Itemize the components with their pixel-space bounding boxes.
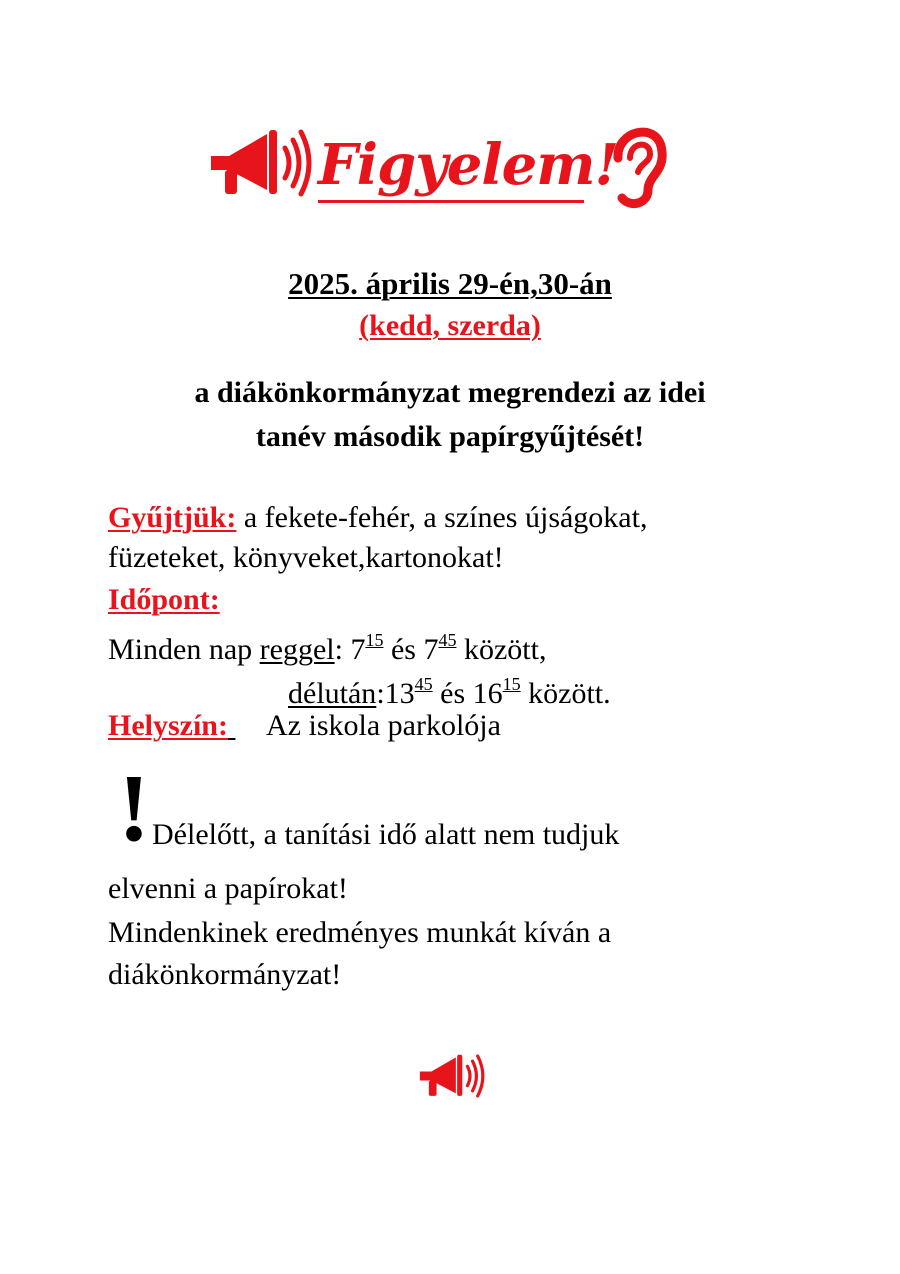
collect-text-1: a fekete-fehér, a színes újságokat,: [236, 501, 648, 534]
notice-line-1: Délelőtt, a tanítási idő alatt nem tudjuk: [152, 818, 620, 851]
place-text: Az iskola parkolója: [266, 709, 501, 742]
megaphone-icon: [416, 1047, 488, 1105]
megaphone-icon: [205, 126, 317, 200]
title-underline: [318, 200, 584, 203]
time-afternoon: $délután:13^{45}$ és $16^{15}$ között.: [288, 674, 611, 710]
place-section: [108, 706, 501, 746]
intro-text: [0, 371, 900, 459]
ear-icon: [608, 118, 670, 210]
collect-label: Gyűjtjük:: [108, 501, 237, 534]
event-date: 2025. április 29-én,30-án: [288, 266, 612, 301]
exclamation-mark: !: [118, 754, 150, 861]
time-label: Időpont:: [108, 583, 220, 616]
time-morning: Minden nap reggel: $7^{15}$ és $7^{45}$ között,: [108, 630, 547, 666]
event-days: (kedd, szerda): [359, 309, 541, 342]
place-label: Helyszín:: [108, 709, 228, 742]
collect-section: [108, 498, 647, 538]
notice-line-3: Mindenkinek eredményes munkát kíván a: [108, 916, 612, 949]
intro-line-2: tanév második papírgyűjtését!: [255, 420, 645, 453]
collect-text-2: füzeteket, könyveket,kartonokat!: [108, 541, 504, 574]
notice-line-2: elvenni a papírokat!: [108, 872, 348, 905]
intro-line-1: a diákönkormányzat megrendezi az idei: [194, 376, 706, 409]
page-title: Figyelem!: [318, 132, 619, 198]
notice-line-4: diákönkormányzat!: [108, 958, 342, 991]
